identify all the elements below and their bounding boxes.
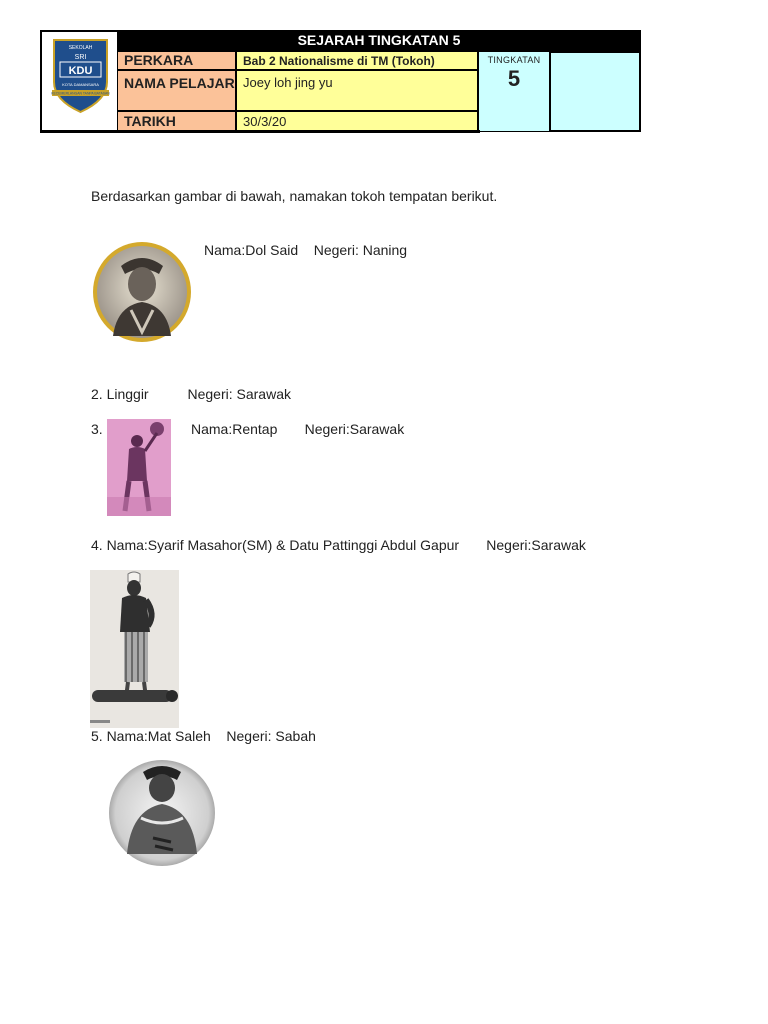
logo-bottom-text: KOTA DAMANSARA xyxy=(62,82,99,87)
portrait-dol-said xyxy=(91,240,193,344)
item-5-text: 5. Nama:Mat Saleh Negeri: Sabah xyxy=(91,728,316,744)
item-4-text: 4. Nama:Syarif Masahor(SM) & Datu Pattinggi Abdul Gapur Negeri:Sarawak xyxy=(91,537,586,553)
perkara-label: PERKARA xyxy=(117,51,236,70)
school-crest-logo xyxy=(44,34,117,132)
perkara-value: Bab 2 Nationalisme di TM (Tokoh) xyxy=(236,51,478,70)
portrait-syarif-masahor xyxy=(90,570,179,728)
tarikh-label: TARIKH xyxy=(117,111,236,132)
tingkatan-value: 5 xyxy=(507,66,521,91)
page-title: SEJARAH TINGKATAN 5 xyxy=(117,30,641,51)
school-logo-cell xyxy=(40,30,117,132)
nama-pelajar-label: NAMA PELAJAR xyxy=(117,70,236,111)
logo-top-text: SEKOLAH xyxy=(68,45,93,51)
item-2-text: 2. Linggir Negeri: Sarawak xyxy=(91,386,291,402)
logo-sri-text: SRI xyxy=(74,54,87,61)
tarikh-value: 30/3/20 xyxy=(236,111,478,132)
portrait-rentap xyxy=(107,419,171,516)
logo-kdu-text: KDU xyxy=(68,65,93,77)
logo-motto-text: KECEMERLANGAN TANPA BATASAN xyxy=(51,91,110,96)
tingkatan-label: TINGKATAN xyxy=(487,55,541,65)
nama-pelajar-value: Joey loh jing yu xyxy=(236,70,478,111)
instruction-text: Berdasarkan gambar di bawah, namakan tokoh tempatan berikut. xyxy=(91,188,498,204)
blank-cell xyxy=(550,51,641,132)
header-bottom-border xyxy=(40,130,480,133)
portrait-mat-saleh xyxy=(107,758,217,868)
item-3-number: 3. xyxy=(91,421,103,437)
tingkatan-cell xyxy=(478,51,550,132)
item-3-text: Nama:Rentap Negeri:Sarawak xyxy=(191,421,405,437)
item-1-text: Nama:Dol Said Negeri: Naning xyxy=(204,242,408,258)
